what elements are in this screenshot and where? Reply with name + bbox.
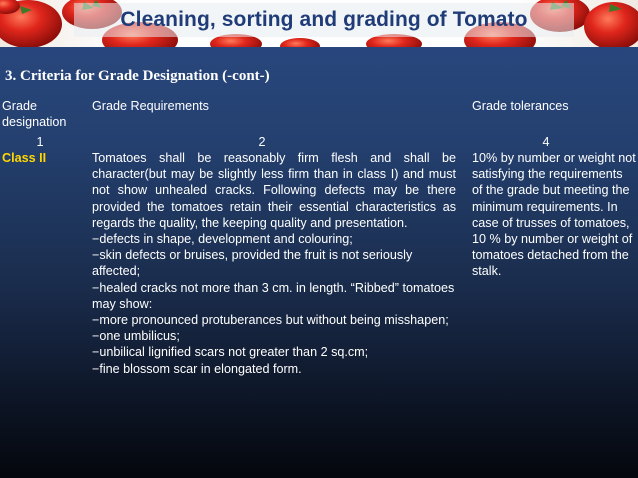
defect-item: −more pronounced protuberances but without being misshapen;	[92, 313, 449, 328]
column-number-4: 4	[542, 135, 550, 149]
defect-item: −defects in shape, development and colouring;	[92, 232, 353, 247]
section-title: 3. Criteria for Grade Designation (-cont-)	[5, 68, 270, 84]
defect-item: −unbilical lignified scars not greater than 2 sq.cm;	[92, 345, 369, 360]
header-grade-designation: Grade designation	[2, 99, 67, 130]
column-number-1: 1	[36, 135, 44, 149]
tomato-banner	[0, 0, 638, 47]
requirements-intro: Tomatoes shall be reasonably firm flesh and shall be character(but may be slightly less firm than in class I) and must not show unhealed cracks. Following defects may be there provided the tomatoes retain their essential characteristics as regards the quality, the keeping quality and presentation.	[92, 151, 456, 230]
defect-item: −healed cracks not more than 3 cm. in length. “Ribbed” tomatoes may show:	[92, 280, 455, 311]
page-title: Cleaning, sorting and grading of Tomato	[120, 8, 528, 31]
grade-class-ii: Class II	[2, 151, 47, 165]
header-grade-requirements: Grade Requirements	[92, 99, 209, 113]
grade-requirements-text	[92, 150, 456, 377]
defect-item: −skin defects or bruises, provided the fruit is not seriously affected;	[92, 248, 413, 279]
header-grade-tolerances: Grade tolerances	[472, 99, 569, 113]
defect-item: −fine blossom scar in elongated form.	[92, 361, 302, 376]
defect-item: −one umbilicus;	[92, 329, 180, 344]
column-number-2: 2	[258, 135, 266, 149]
grade-tolerances-text: 10% by number or weight not satisfying the requirements of the grade but meeting the minimum requirements. In case of trusses of tomatoes, 10 % by number or weight of tomatoes detached from the stalk.	[472, 151, 636, 279]
title-box	[74, 3, 574, 37]
